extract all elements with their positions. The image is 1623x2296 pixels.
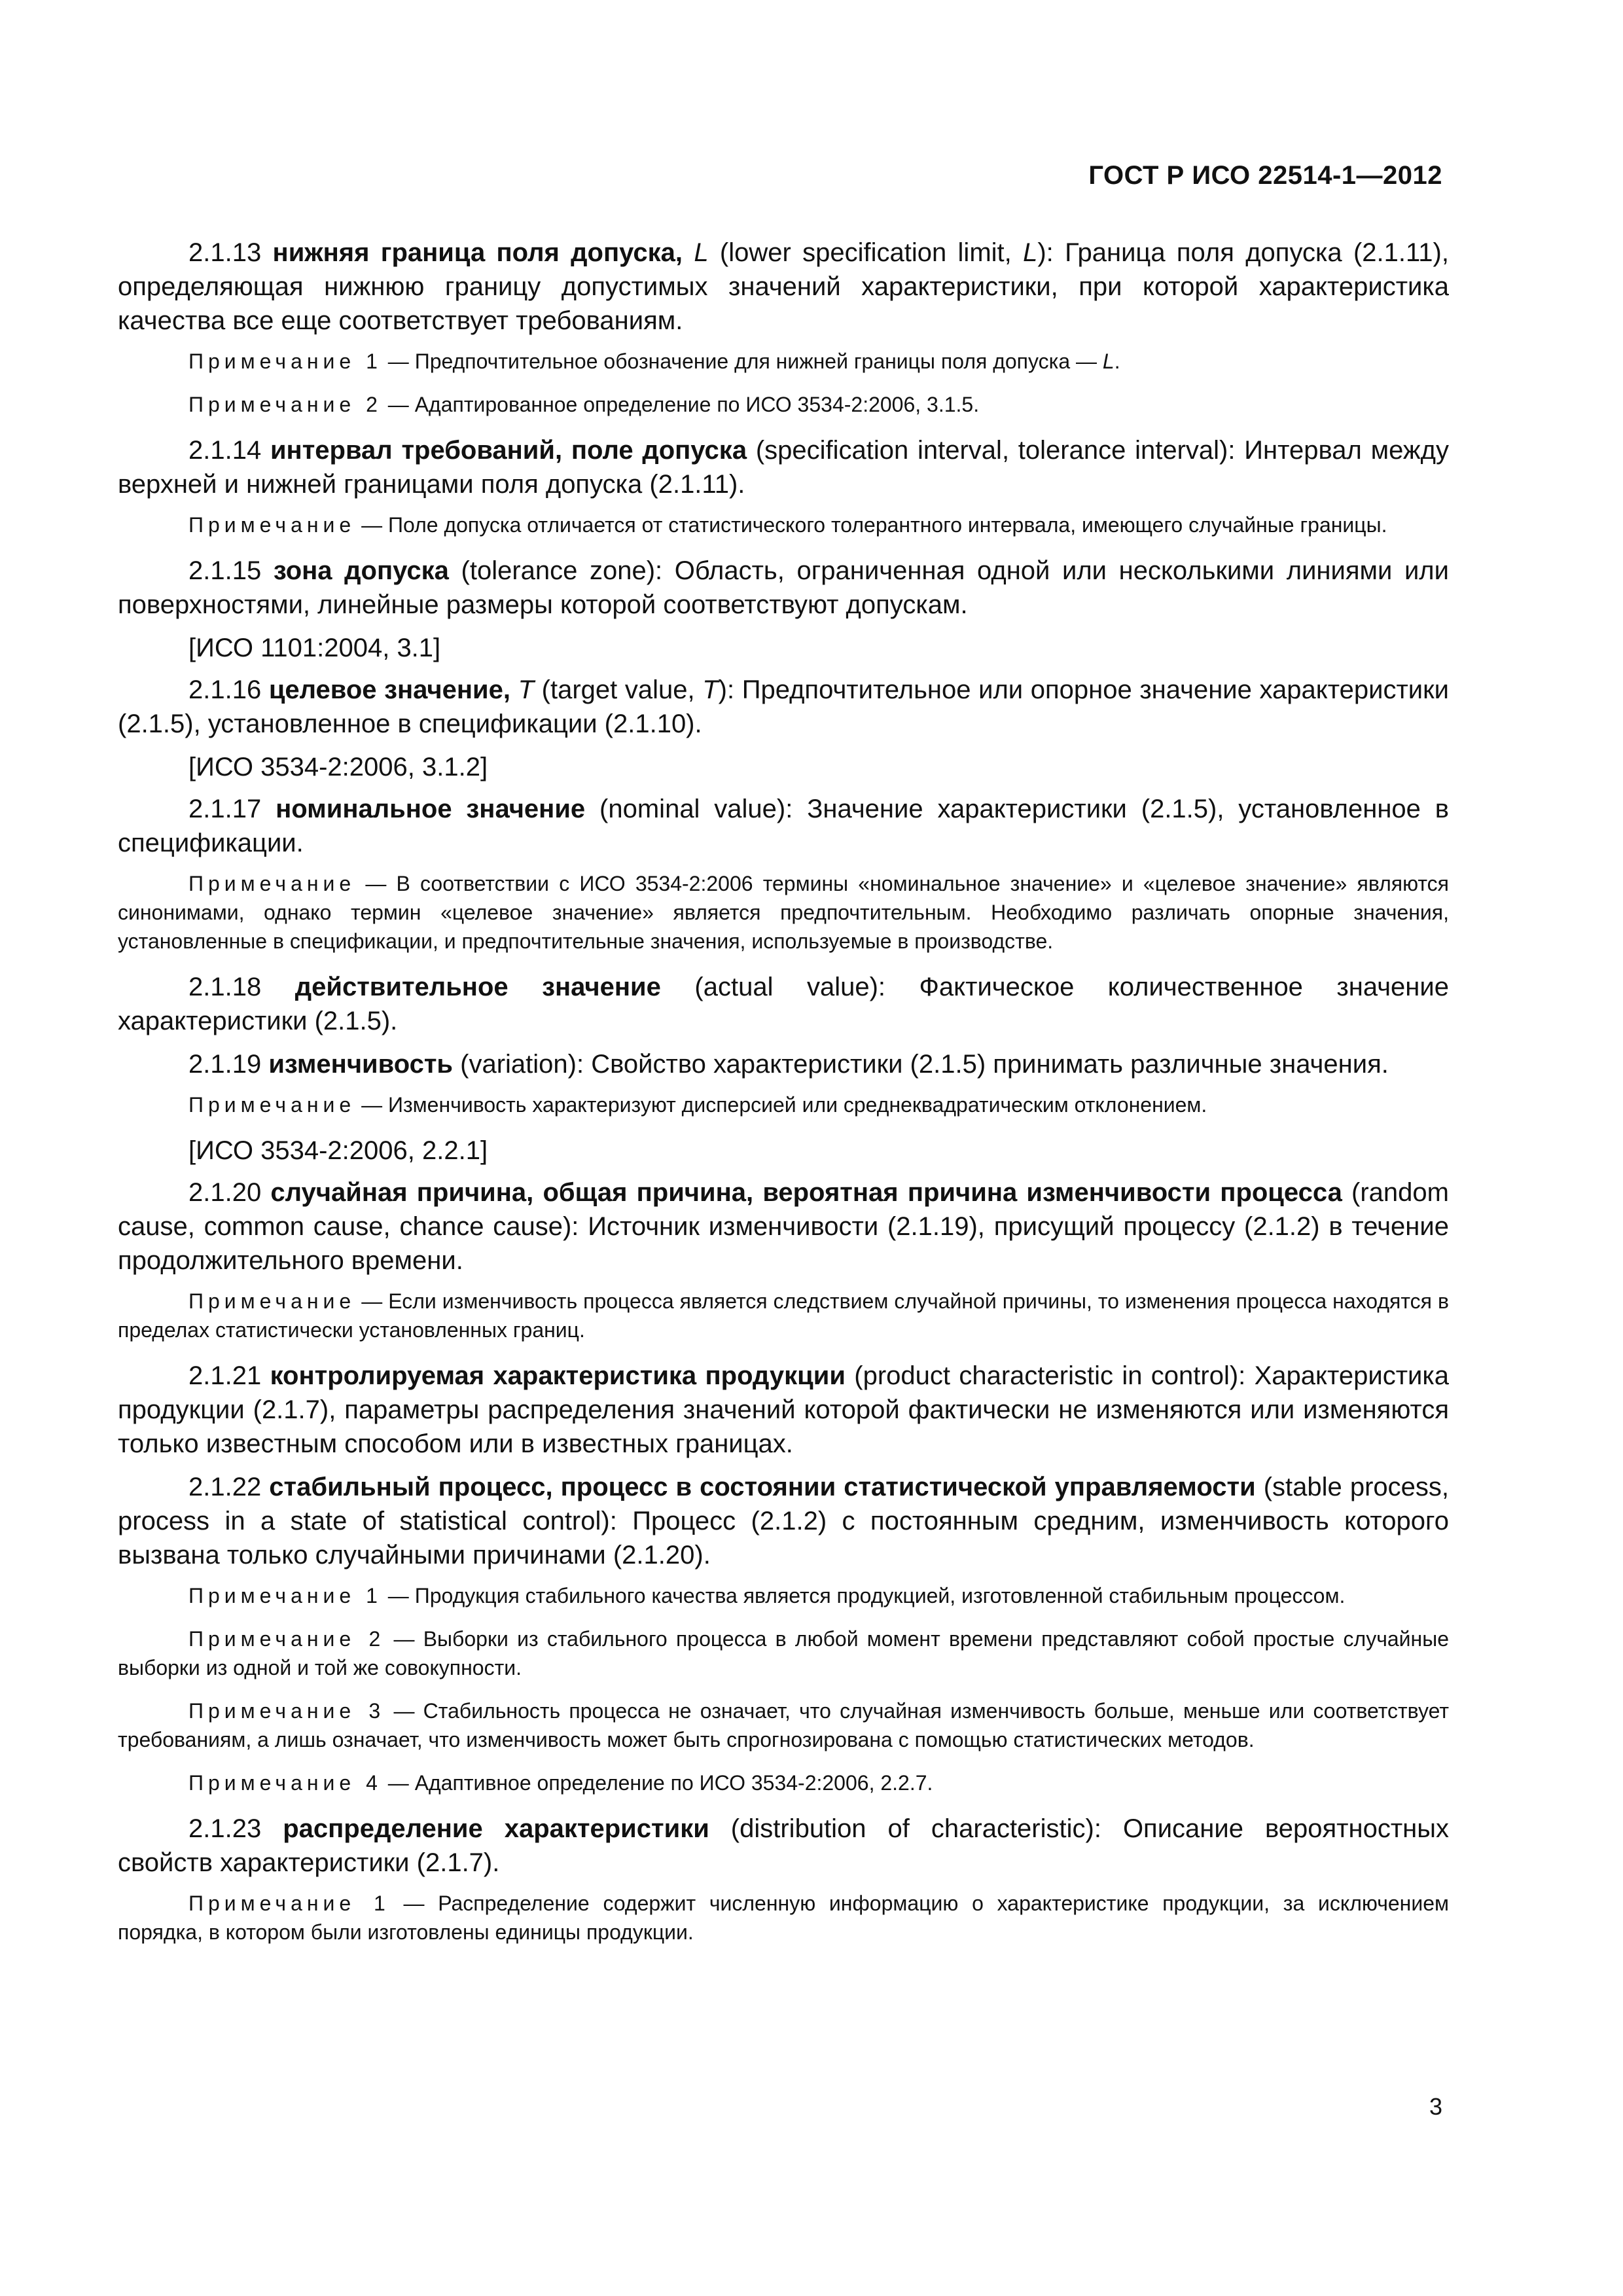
note-2-1-22-3 xyxy=(118,1696,1449,1754)
note-label: Примечание 4 xyxy=(188,1771,382,1795)
term-english: (distribution of characteristic): xyxy=(730,1814,1101,1843)
note-label: Примечание 2 xyxy=(188,393,382,416)
document-code-header: ГОСТ Р ИСО 22514-1—2012 xyxy=(1088,161,1442,190)
term-number: 2.1.18 xyxy=(188,973,262,1001)
term-definition: Характеристика продукции (2.1.7), параметры распределения значений которой фактически не изменяются или изменяются только известным способом или в известных границах. xyxy=(118,1361,1449,1458)
term-english-pre: (lower specification limit, xyxy=(719,238,1012,267)
source-reference: [ИСО 3534-2:2006, 2.2.1] xyxy=(188,1136,488,1165)
note-text: — Адаптивное определение по ИСО 3534-2:2006, 2.2.7. xyxy=(387,1771,933,1795)
term-entry-2-1-15 xyxy=(118,554,1449,622)
note-label: Примечание xyxy=(188,1289,356,1313)
note-label: Примечание 1 xyxy=(188,1584,382,1607)
term-entry-2-1-20 xyxy=(118,1175,1449,1278)
term-name: изменчивость xyxy=(268,1050,454,1079)
term-name: действительное значение xyxy=(294,973,661,1001)
term-entry-2-1-18 xyxy=(118,970,1449,1038)
term-entry-2-1-19 xyxy=(118,1047,1449,1081)
term-symbol: L xyxy=(694,238,709,267)
term-english-post: ): xyxy=(718,675,735,704)
note-2-1-13-2 xyxy=(118,390,1449,419)
term-definition: Описание вероятностных свойств характеристики (2.1.7). xyxy=(118,1814,1449,1877)
term-name: целевое значение, xyxy=(268,675,511,704)
note-text: — Предпочтительное обозначение для нижней границы поля допуска — xyxy=(387,350,1097,373)
source-reference: [ИСО 3534-2:2006, 3.1.2] xyxy=(188,753,488,781)
term-english: (actual value): xyxy=(694,973,886,1001)
note-label: Примечание 1 xyxy=(188,350,382,373)
term-number: 2.1.21 xyxy=(188,1361,262,1390)
note-text: — Поле допуска отличается от статистического толерантного интервала, имеющего случайные границы. xyxy=(361,513,1387,537)
source-reference: [ИСО 1101:2004, 3.1] xyxy=(188,634,441,662)
term-definition: Процесс (2.1.2) с постоянным средним, изменчивость которого вызвана только случайными причинами (2.1.20). xyxy=(118,1507,1449,1570)
term-english: (stable process, process in a state of statistical control): xyxy=(118,1473,1450,1535)
term-name: интервал требований, поле допуска xyxy=(270,436,747,465)
term-name: зона допуска xyxy=(273,556,449,585)
term-english: (random cause, common cause, chance cause): xyxy=(118,1178,1449,1241)
term-name: стабильный процесс, процесс в состоянии статистической управляемости xyxy=(269,1473,1256,1501)
note-text: — Выборки из стабильного процесса в любой момент времени представляют собой простые случайные выборки из одной и той же совокупности. xyxy=(118,1627,1450,1679)
note-text: — Изменчивость характеризуют дисперсией или среднеквадратическим отклонением. xyxy=(361,1093,1207,1117)
term-definition: Свойство характеристики (2.1.5) принимать различные значения. xyxy=(591,1050,1389,1079)
term-english: (nominal value): xyxy=(599,795,793,823)
term-name: нижняя граница поля допуска, xyxy=(272,238,683,267)
note-text: — Распределение содержит численную информацию о характеристике продукции, за исключением порядка, в котором были изготовлены единицы продукции. xyxy=(118,1892,1450,1944)
term-definition: Область, ограниченная одной или несколькими линиями или поверхностями, линейные размеры которой соответствуют допускам. xyxy=(118,556,1449,619)
term-name: контролируемая характеристика продукции xyxy=(270,1361,846,1390)
note-text: — Стабильность процесса не означает, что случайная изменчивость больше, меньше или соответствует требованиям, а лишь означает, что изменчивость может быть спрогнозирована с помощью статистических методов. xyxy=(118,1699,1450,1751)
note-symbol: L xyxy=(1102,350,1115,373)
note-2-1-20 xyxy=(118,1287,1449,1344)
note-label: Примечание xyxy=(188,1093,356,1117)
term-number: 2.1.22 xyxy=(188,1473,262,1501)
note-text: — Продукция стабильного качества является продукцией, изготовленной стабильным процессом. xyxy=(387,1584,1346,1607)
term-definition: Источник изменчивости (2.1.19), присущий процессу (2.1.2) в течение продолжительного времени. xyxy=(118,1212,1449,1275)
term-english-pre: (target value, xyxy=(541,675,695,704)
term-number: 2.1.19 xyxy=(188,1050,262,1079)
note-2-1-13-1 xyxy=(118,347,1449,376)
term-english: (variation): xyxy=(460,1050,584,1079)
note-2-1-23-1 xyxy=(118,1889,1449,1946)
note-text: — Если изменчивость процесса является следствием случайной причины, то изменения процесса находятся в пределах статистически установленных границ. xyxy=(118,1289,1450,1342)
term-entry-2-1-17 xyxy=(118,792,1449,860)
note-2-1-17 xyxy=(118,869,1449,956)
note-text: — В соответствии с ИСО 3534-2:2006 термины «номинальное значение» и «целевое значение» являются синонимами, однако термин «целевое значение» является предпочтительным. Необходимо различать опорные значения, установленные в спецификации, и предпочтительные значения, используемые в производстве. xyxy=(118,872,1450,953)
term-english: (tolerance zone): xyxy=(461,556,663,585)
term-english-post: ): xyxy=(1037,238,1054,267)
term-english-symbol: L xyxy=(1023,238,1038,267)
term-definition: Значение характеристики (2.1.5), установленное в спецификации. xyxy=(118,795,1450,857)
term-number: 2.1.20 xyxy=(188,1178,262,1207)
note-label: Примечание xyxy=(188,872,356,895)
note-2-1-14 xyxy=(118,511,1449,539)
term-number: 2.1.13 xyxy=(188,238,262,267)
note-label: Примечание 2 xyxy=(188,1627,385,1651)
term-entry-2-1-16 xyxy=(118,673,1449,741)
term-number: 2.1.16 xyxy=(188,675,262,704)
term-number: 2.1.23 xyxy=(188,1814,262,1843)
term-entry-2-1-23 xyxy=(118,1812,1449,1880)
note-2-1-22-1 xyxy=(118,1581,1449,1610)
term-english: (product characteristic in control): xyxy=(854,1361,1246,1390)
note-2-1-22-2 xyxy=(118,1624,1449,1682)
term-entry-2-1-21 xyxy=(118,1359,1449,1461)
term-entry-2-1-13 xyxy=(118,236,1449,338)
term-definition: Граница поля допуска (2.1.11), определяющая нижнюю границу допустимых значений характеристики, при которой характеристика качества все еще соответствует требованиям. xyxy=(118,238,1449,335)
term-definition: Интервал между верхней и нижней границами поля допуска (2.1.11). xyxy=(118,436,1449,499)
term-symbol: T xyxy=(518,675,535,704)
note-label: Примечание 1 xyxy=(188,1892,390,1915)
note-2-1-19 xyxy=(118,1090,1449,1119)
page-number: 3 xyxy=(1429,2093,1442,2120)
term-number: 2.1.14 xyxy=(188,436,262,465)
term-number: 2.1.17 xyxy=(188,795,262,823)
term-english: (specification interval, tolerance interval): xyxy=(755,436,1236,465)
note-text: — Адаптированное определение по ИСО 3534-2:2006, 3.1.5. xyxy=(387,393,980,416)
note-label: Примечание xyxy=(188,513,356,537)
term-definition: Предпочтительное или опорное значение характеристики (2.1.5), установленное в спецификации (2.1.10). xyxy=(118,675,1449,738)
document-body xyxy=(118,236,1449,1961)
note-2-1-22-4 xyxy=(118,1768,1449,1797)
note-label: Примечание 3 xyxy=(188,1699,385,1723)
term-entry-2-1-14 xyxy=(118,433,1449,501)
term-name: случайная причина, общая причина, вероятная причина изменчивости процесса xyxy=(270,1178,1342,1207)
note-end: . xyxy=(1114,350,1120,373)
term-name: номинальное значение xyxy=(276,795,586,823)
term-name: распределение характеристики xyxy=(283,1814,709,1843)
term-number: 2.1.15 xyxy=(188,556,262,585)
term-definition: Фактическое количественное значение характеристики (2.1.5). xyxy=(118,973,1449,1035)
term-english-symbol: T xyxy=(702,675,719,704)
term-entry-2-1-22 xyxy=(118,1470,1449,1572)
